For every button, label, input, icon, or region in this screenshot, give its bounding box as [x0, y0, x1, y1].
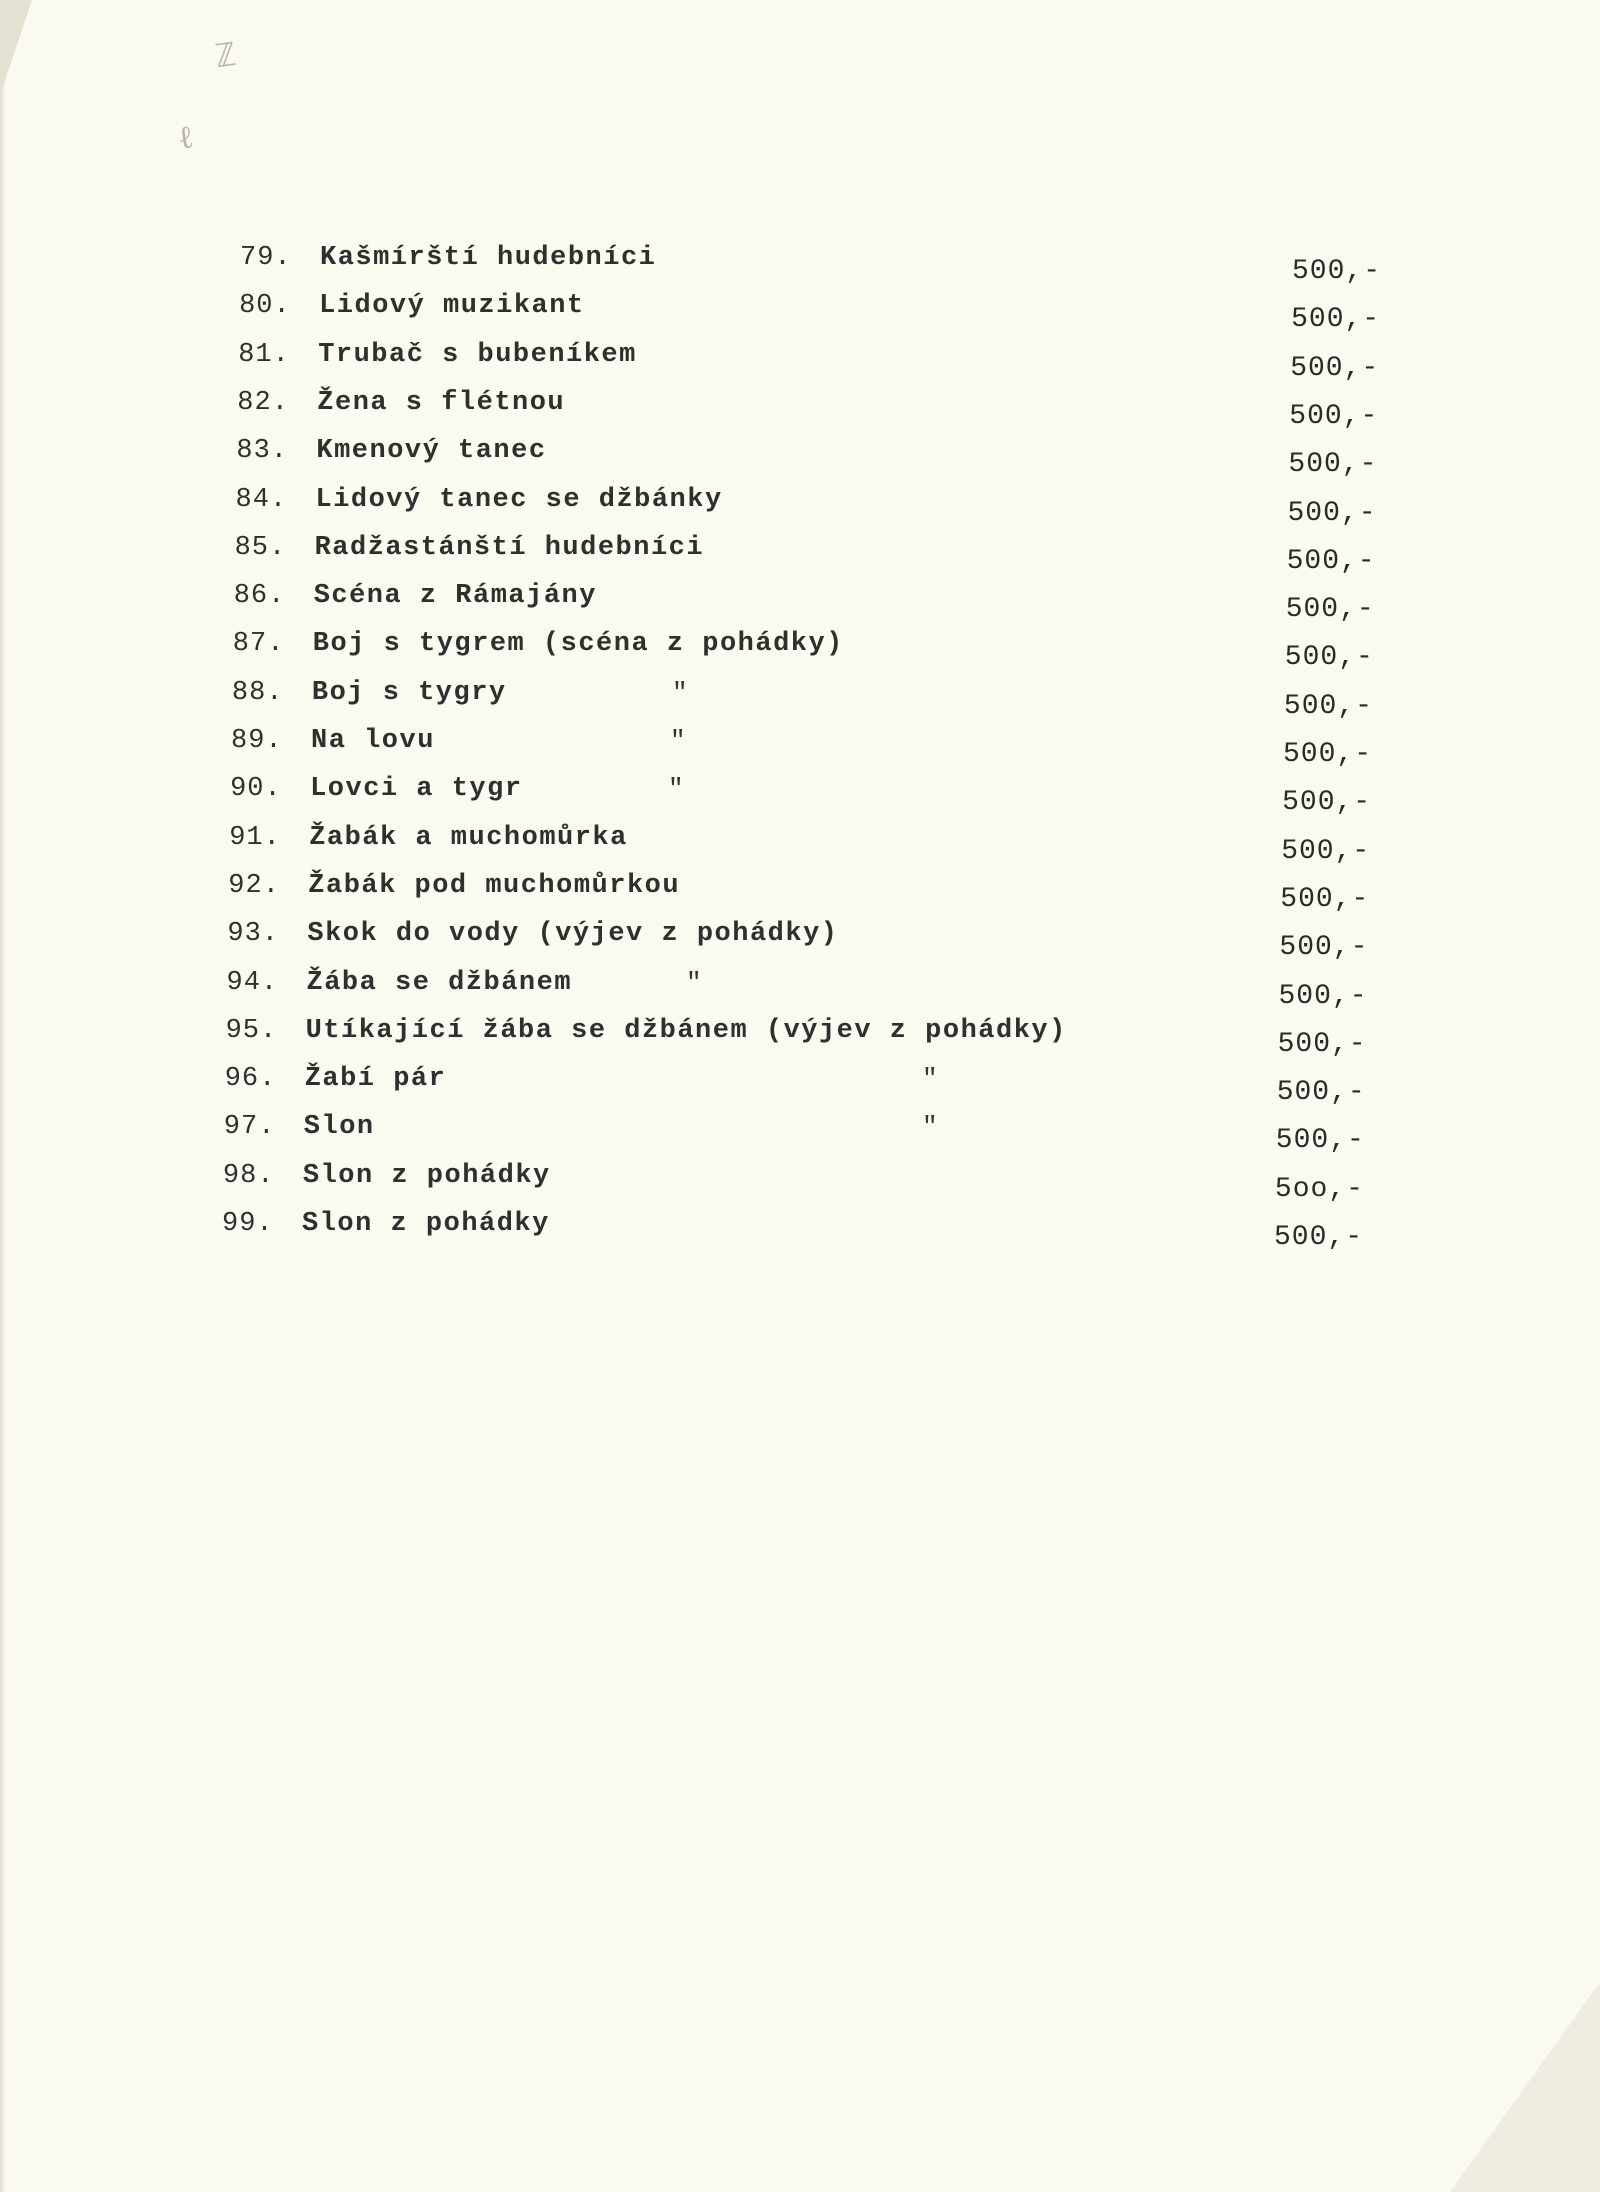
item-price: 500,-: [1276, 1077, 1366, 1109]
list-item: [223, 1154, 551, 1198]
item-price: 500,-: [1278, 980, 1368, 1012]
item-title: Kašmírští hudebníci: [320, 243, 657, 273]
item-number: 91.: [229, 822, 281, 853]
item-number: 81.: [238, 339, 290, 370]
item-number: 87.: [232, 629, 285, 660]
ditto-mark: ": [686, 967, 702, 998]
list-item: [227, 961, 573, 1005]
list-item: [240, 236, 656, 280]
item-price: 500,-: [1288, 449, 1378, 481]
list-item: [233, 622, 844, 666]
item-number: 97.: [223, 1112, 276, 1143]
item-price: 500,-: [1287, 497, 1377, 529]
ditto-mark: ": [922, 1064, 938, 1095]
item-title: Na lovu: [311, 726, 435, 756]
list-item: [231, 719, 435, 763]
item-price: 500,-: [1291, 304, 1381, 336]
item-number: 99.: [222, 1209, 274, 1239]
item-title: Trubač s bubeníkem: [318, 339, 637, 370]
item-title: Scéna z Rámajány: [313, 581, 597, 612]
item-price: 500,-: [1286, 545, 1376, 577]
item-number: 90.: [230, 774, 282, 805]
list-item: [236, 478, 723, 522]
item-price: 500,-: [1285, 594, 1375, 626]
item-number: 80.: [239, 291, 291, 322]
list-item: [237, 381, 565, 425]
item-price: 500,-: [1279, 932, 1369, 964]
list-item: [225, 1057, 447, 1101]
item-price: 5oo,-: [1274, 1173, 1364, 1205]
item-title: Lidový tanec se džbánky: [315, 484, 723, 515]
item-price: 500,-: [1284, 642, 1374, 674]
item-title: Slon z pohádky: [302, 1209, 550, 1239]
item-title: Žabák pod muchomůrkou: [308, 870, 681, 901]
item-title: Slon z pohádky: [302, 1160, 551, 1191]
item-title: Žába se džbánem: [306, 967, 573, 998]
item-number: 94.: [226, 967, 279, 998]
item-number: 96.: [224, 1064, 277, 1095]
item-price: 500,-: [1282, 787, 1372, 819]
item-title: Lidový muzikant: [319, 291, 585, 322]
item-title: Radžastánští hudebníci: [314, 532, 705, 563]
ditto-mark: ": [672, 677, 688, 708]
item-title: Kmenový tanec: [316, 436, 547, 467]
corner-pencil-mark: ℤ: [213, 34, 238, 76]
item-number: 93.: [227, 919, 279, 950]
item-title: Utíkající žába se džbánem (výjev z pohádky): [305, 1015, 1067, 1046]
item-number: 86.: [233, 581, 286, 612]
item-price: 500,-: [1280, 883, 1370, 915]
ditto-mark: ": [670, 726, 686, 756]
list-item: [228, 864, 680, 908]
list-item: [232, 671, 507, 715]
item-number: 95.: [225, 1015, 278, 1046]
item-number: 83.: [236, 436, 288, 467]
item-title: Žabí pár: [304, 1064, 447, 1095]
list-item: [236, 429, 546, 473]
item-title: Boj s tygrem (scéna z pohádky): [312, 629, 844, 660]
item-price: 500,-: [1274, 1222, 1364, 1253]
folded-corner-bottom-right: [1450, 1982, 1600, 2192]
ditto-mark: ": [668, 774, 684, 805]
item-price: 500,-: [1277, 1028, 1367, 1060]
item-price: 500,-: [1289, 400, 1379, 432]
list-item: [229, 816, 628, 860]
item-number: 85.: [234, 532, 287, 563]
item-title: Slon: [303, 1112, 375, 1143]
item-number: 82.: [237, 387, 289, 418]
item-title: Boj s tygry: [311, 677, 507, 708]
item-number: 88.: [231, 677, 284, 708]
margin-pencil-mark: ℓ: [175, 117, 196, 157]
item-number: 79.: [240, 243, 292, 273]
list-item: [234, 574, 597, 618]
item-price: 500,-: [1292, 256, 1382, 287]
item-title: Lovci a tygr: [310, 774, 523, 805]
list-item: [227, 912, 838, 956]
item-price: 500,-: [1283, 739, 1373, 770]
list-item: [222, 1202, 550, 1246]
item-number: 89.: [231, 726, 283, 756]
list-item: [226, 1009, 1067, 1053]
item-number: 84.: [235, 484, 288, 515]
item-number: 98.: [222, 1160, 275, 1191]
item-title: Skok do vody (výjev z pohádky): [307, 919, 839, 950]
item-price: 500,-: [1290, 352, 1380, 384]
item-title: Žena s flétnou: [317, 387, 566, 418]
item-title: Žabák a muchomůrka: [309, 822, 628, 853]
item-price: 500,-: [1283, 690, 1373, 722]
list-item: [235, 526, 704, 570]
list-item: [224, 1105, 375, 1149]
ditto-mark: ": [922, 1112, 938, 1143]
item-price: 500,-: [1281, 835, 1371, 867]
item-number: 92.: [228, 870, 280, 901]
list-item: [230, 767, 522, 811]
list-item: [238, 333, 637, 377]
item-price: 500,-: [1275, 1125, 1365, 1157]
list-item: [239, 284, 585, 328]
